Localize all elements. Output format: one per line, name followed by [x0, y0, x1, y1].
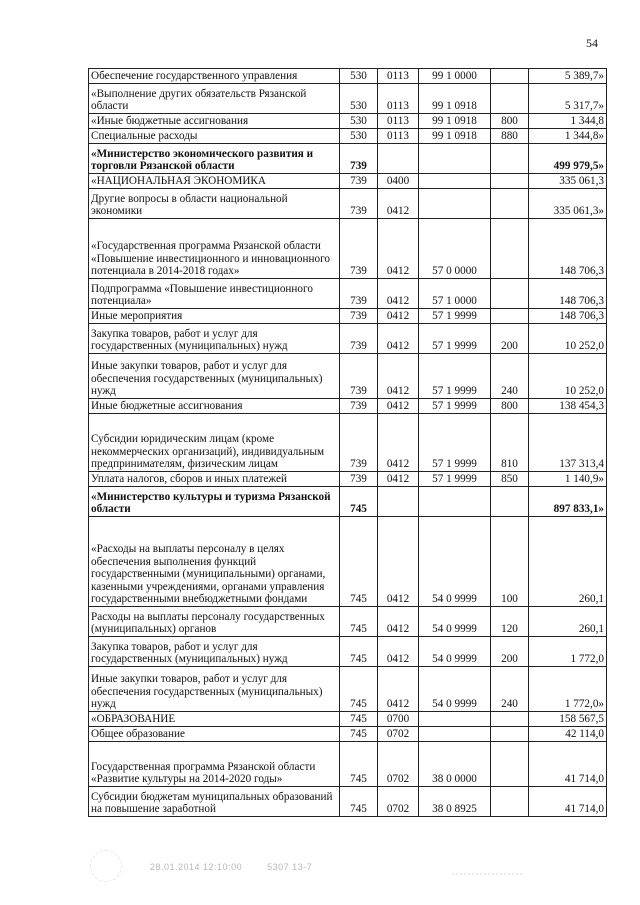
row-name: Уплата налогов, сборов и иных платежей [89, 472, 340, 487]
row-section-code: 0412 [378, 607, 419, 637]
row-ved-code: 739 [340, 144, 378, 174]
row-target-code: 57 1 0000 [419, 279, 491, 309]
row-section-code: 0412 [378, 637, 419, 667]
row-expense-type: 120 [491, 607, 529, 637]
row-name: Специальные расходы [89, 129, 340, 144]
row-target-code [419, 189, 491, 219]
row-target-code [419, 174, 491, 189]
page-number: 54 [586, 36, 598, 50]
row-amount: 1 140,9» [529, 472, 607, 487]
row-section-code: 0113 [378, 129, 419, 144]
row-ved-code: 739 [340, 219, 378, 279]
row-amount: 10 252,0 [529, 324, 607, 354]
row-amount: 5 317,7» [529, 84, 607, 114]
row-ved-code: 739 [340, 309, 378, 324]
row-expense-type [491, 712, 529, 727]
row-name: Обеспечение государственного управления [89, 69, 340, 84]
table-row [89, 742, 607, 787]
row-expense-type: 800 [491, 399, 529, 414]
row-section-code: 0702 [378, 742, 419, 787]
table-row [89, 144, 607, 174]
row-amount: 1 772,0 [529, 637, 607, 667]
row-expense-type: 850 [491, 472, 529, 487]
row-name: Другие вопросы в области национальной экономики [89, 189, 340, 219]
row-name: Государственная программа Рязанской области «Развитие культуры на 2014-2020 годы» [89, 742, 340, 787]
row-expense-type [491, 279, 529, 309]
row-section-code: 0113 [378, 84, 419, 114]
signature-mark [452, 855, 522, 875]
row-target-code: 57 1 9999 [419, 324, 491, 354]
footer-timestamp: 28.01.2014 12:10:00 [150, 862, 243, 872]
row-section-code [378, 487, 419, 517]
row-name: «Министерство культуры и туризма Рязанской области [89, 487, 340, 517]
row-name: Закупка товаров, работ и услуг для государственных (муниципальных) нужд [89, 324, 340, 354]
row-expense-type: 100 [491, 517, 529, 607]
row-target-code: 38 0 0000 [419, 742, 491, 787]
row-target-code: 57 1 9999 [419, 472, 491, 487]
row-section-code: 0700 [378, 712, 419, 727]
table-row [89, 472, 607, 487]
row-ved-code: 739 [340, 174, 378, 189]
table-row [89, 399, 607, 414]
row-amount: 158 567,5 [529, 712, 607, 727]
row-ved-code: 745 [340, 637, 378, 667]
row-amount: 335 061,3 [529, 174, 607, 189]
row-name: «Выполнение других обязательств Рязанской области [89, 84, 340, 114]
row-section-code: 0412 [378, 219, 419, 279]
row-target-code: 57 1 9999 [419, 414, 491, 472]
row-expense-type [491, 69, 529, 84]
row-ved-code: 739 [340, 354, 378, 399]
budget-table [88, 68, 607, 817]
row-target-code: 57 1 9999 [419, 309, 491, 324]
table-row [89, 712, 607, 727]
row-section-code: 0113 [378, 69, 419, 84]
row-target-code [419, 144, 491, 174]
row-expense-type [491, 487, 529, 517]
row-name: «Расходы на выплаты персоналу в целях обеспечения выполнения функций государственными (муниципальными) органами, казенными учреждениями, органами управления государственными внебюджетными фондами [89, 517, 340, 607]
row-name: Субсидии юридическим лицам (кроме некоммерческих организаций), индивидуальным предпринимателям, физическим лицам [89, 414, 340, 472]
row-name: «НАЦИОНАЛЬНАЯ ЭКОНОМИКА [89, 174, 340, 189]
row-target-code: 54 0 9999 [419, 517, 491, 607]
row-section-code: 0412 [378, 399, 419, 414]
table-row [89, 607, 607, 637]
table-row [89, 69, 607, 84]
row-target-code: 57 1 9999 [419, 354, 491, 399]
row-amount: 1 772,0» [529, 667, 607, 712]
row-amount: 260,1 [529, 607, 607, 637]
row-section-code [378, 144, 419, 174]
row-target-code [419, 487, 491, 517]
row-target-code: 99 1 0918 [419, 114, 491, 129]
row-amount: 41 714,0 [529, 787, 607, 817]
row-amount: 41 714,0 [529, 742, 607, 787]
row-section-code: 0412 [378, 279, 419, 309]
row-name: «Министерство экономического развития и торговли Рязанской области [89, 144, 340, 174]
row-name: Расходы на выплаты персоналу государственных (муниципальных) органов [89, 607, 340, 637]
row-section-code: 0412 [378, 667, 419, 712]
row-section-code: 0412 [378, 189, 419, 219]
row-amount: 1 344,8 [529, 114, 607, 129]
row-ved-code: 745 [340, 667, 378, 712]
row-section-code: 0412 [378, 472, 419, 487]
row-amount: 5 389,7» [529, 69, 607, 84]
row-amount: 137 313,4 [529, 414, 607, 472]
row-name: «Иные бюджетные ассигнования [89, 114, 340, 129]
row-expense-type: 200 [491, 637, 529, 667]
row-amount: 260,1 [529, 517, 607, 607]
row-ved-code: 739 [340, 414, 378, 472]
row-target-code: 57 0 0000 [419, 219, 491, 279]
row-target-code: 99 1 0918 [419, 84, 491, 114]
row-amount: 1 344,8» [529, 129, 607, 144]
row-ved-code: 745 [340, 727, 378, 742]
row-expense-type [491, 787, 529, 817]
row-ved-code: 745 [340, 712, 378, 727]
table-row [89, 84, 607, 114]
row-section-code: 0412 [378, 324, 419, 354]
row-expense-type: 240 [491, 354, 529, 399]
table-row [89, 309, 607, 324]
row-section-code: 0702 [378, 727, 419, 742]
row-name: «Государственная программа Рязанской области «Повышение инвестиционного и инновационного потенциала в 2014-2018 годах» [89, 219, 340, 279]
row-target-code: 57 1 9999 [419, 399, 491, 414]
row-amount: 138 454,3 [529, 399, 607, 414]
row-target-code: 99 1 0918 [419, 129, 491, 144]
table-row [89, 324, 607, 354]
table-row [89, 114, 607, 129]
row-expense-type [491, 189, 529, 219]
row-ved-code: 530 [340, 114, 378, 129]
row-name: Иные закупки товаров, работ и услуг для обеспечения государственных (муниципальных) нужд [89, 354, 340, 399]
row-amount: 499 979,5» [529, 144, 607, 174]
row-target-code: 99 1 0000 [419, 69, 491, 84]
table-row [89, 517, 607, 607]
footer [150, 862, 334, 872]
row-expense-type: 880 [491, 129, 529, 144]
row-ved-code: 739 [340, 472, 378, 487]
table-row [89, 354, 607, 399]
row-ved-code: 745 [340, 517, 378, 607]
table-row [89, 279, 607, 309]
row-target-code [419, 727, 491, 742]
budget-table-body [89, 69, 607, 817]
row-name: Подпрограмма «Повышение инвестиционного потенциала» [89, 279, 340, 309]
row-expense-type [491, 174, 529, 189]
row-ved-code: 739 [340, 324, 378, 354]
table-row [89, 487, 607, 517]
row-name: Иные бюджетные ассигнования [89, 399, 340, 414]
row-target-code: 54 0 9999 [419, 637, 491, 667]
row-ved-code: 530 [340, 69, 378, 84]
row-name: «ОБРАЗОВАНИЕ [89, 712, 340, 727]
footer-doc-id: 5307 13-7 [267, 862, 313, 872]
row-expense-type [491, 219, 529, 279]
row-section-code: 0412 [378, 354, 419, 399]
row-name: Субсидии бюджетам муниципальных образований на повышение заработной [89, 787, 340, 817]
table-row [89, 174, 607, 189]
row-name: Иные закупки товаров, работ и услуг для обеспечения государственных (муниципальных) нужд [89, 667, 340, 712]
row-amount: 148 706,3 [529, 279, 607, 309]
table-row [89, 727, 607, 742]
row-section-code: 0412 [378, 309, 419, 324]
row-name: Закупка товаров, работ и услуг для государственных (муниципальных) нужд [89, 637, 340, 667]
table-row [89, 219, 607, 279]
row-expense-type: 200 [491, 324, 529, 354]
table-row [89, 637, 607, 667]
table-row [89, 667, 607, 712]
table-row [89, 129, 607, 144]
row-target-code: 38 0 8925 [419, 787, 491, 817]
row-expense-type [491, 742, 529, 787]
stamp-mark [90, 850, 122, 882]
table-row [89, 414, 607, 472]
row-ved-code: 745 [340, 607, 378, 637]
row-expense-type: 800 [491, 114, 529, 129]
row-amount: 42 114,0 [529, 727, 607, 742]
row-section-code: 0113 [378, 114, 419, 129]
row-amount: 148 706,3 [529, 219, 607, 279]
table-row [89, 189, 607, 219]
row-amount: 335 061,3» [529, 189, 607, 219]
row-amount: 10 252,0 [529, 354, 607, 399]
row-target-code [419, 712, 491, 727]
row-name: Иные мероприятия [89, 309, 340, 324]
row-expense-type [491, 144, 529, 174]
row-target-code: 54 0 9999 [419, 667, 491, 712]
row-ved-code: 745 [340, 742, 378, 787]
row-name: Общее образование [89, 727, 340, 742]
row-amount: 148 706,3 [529, 309, 607, 324]
row-section-code: 0412 [378, 517, 419, 607]
row-ved-code: 739 [340, 399, 378, 414]
row-expense-type [491, 84, 529, 114]
row-section-code: 0702 [378, 787, 419, 817]
row-expense-type [491, 309, 529, 324]
row-section-code: 0400 [378, 174, 419, 189]
row-expense-type [491, 727, 529, 742]
row-ved-code: 739 [340, 189, 378, 219]
row-amount: 897 833,1» [529, 487, 607, 517]
row-section-code: 0412 [378, 414, 419, 472]
row-expense-type: 810 [491, 414, 529, 472]
row-ved-code: 530 [340, 129, 378, 144]
table-row [89, 787, 607, 817]
row-ved-code: 745 [340, 787, 378, 817]
row-target-code: 54 0 9999 [419, 607, 491, 637]
row-expense-type: 240 [491, 667, 529, 712]
row-ved-code: 739 [340, 279, 378, 309]
row-ved-code: 745 [340, 487, 378, 517]
row-ved-code: 530 [340, 84, 378, 114]
